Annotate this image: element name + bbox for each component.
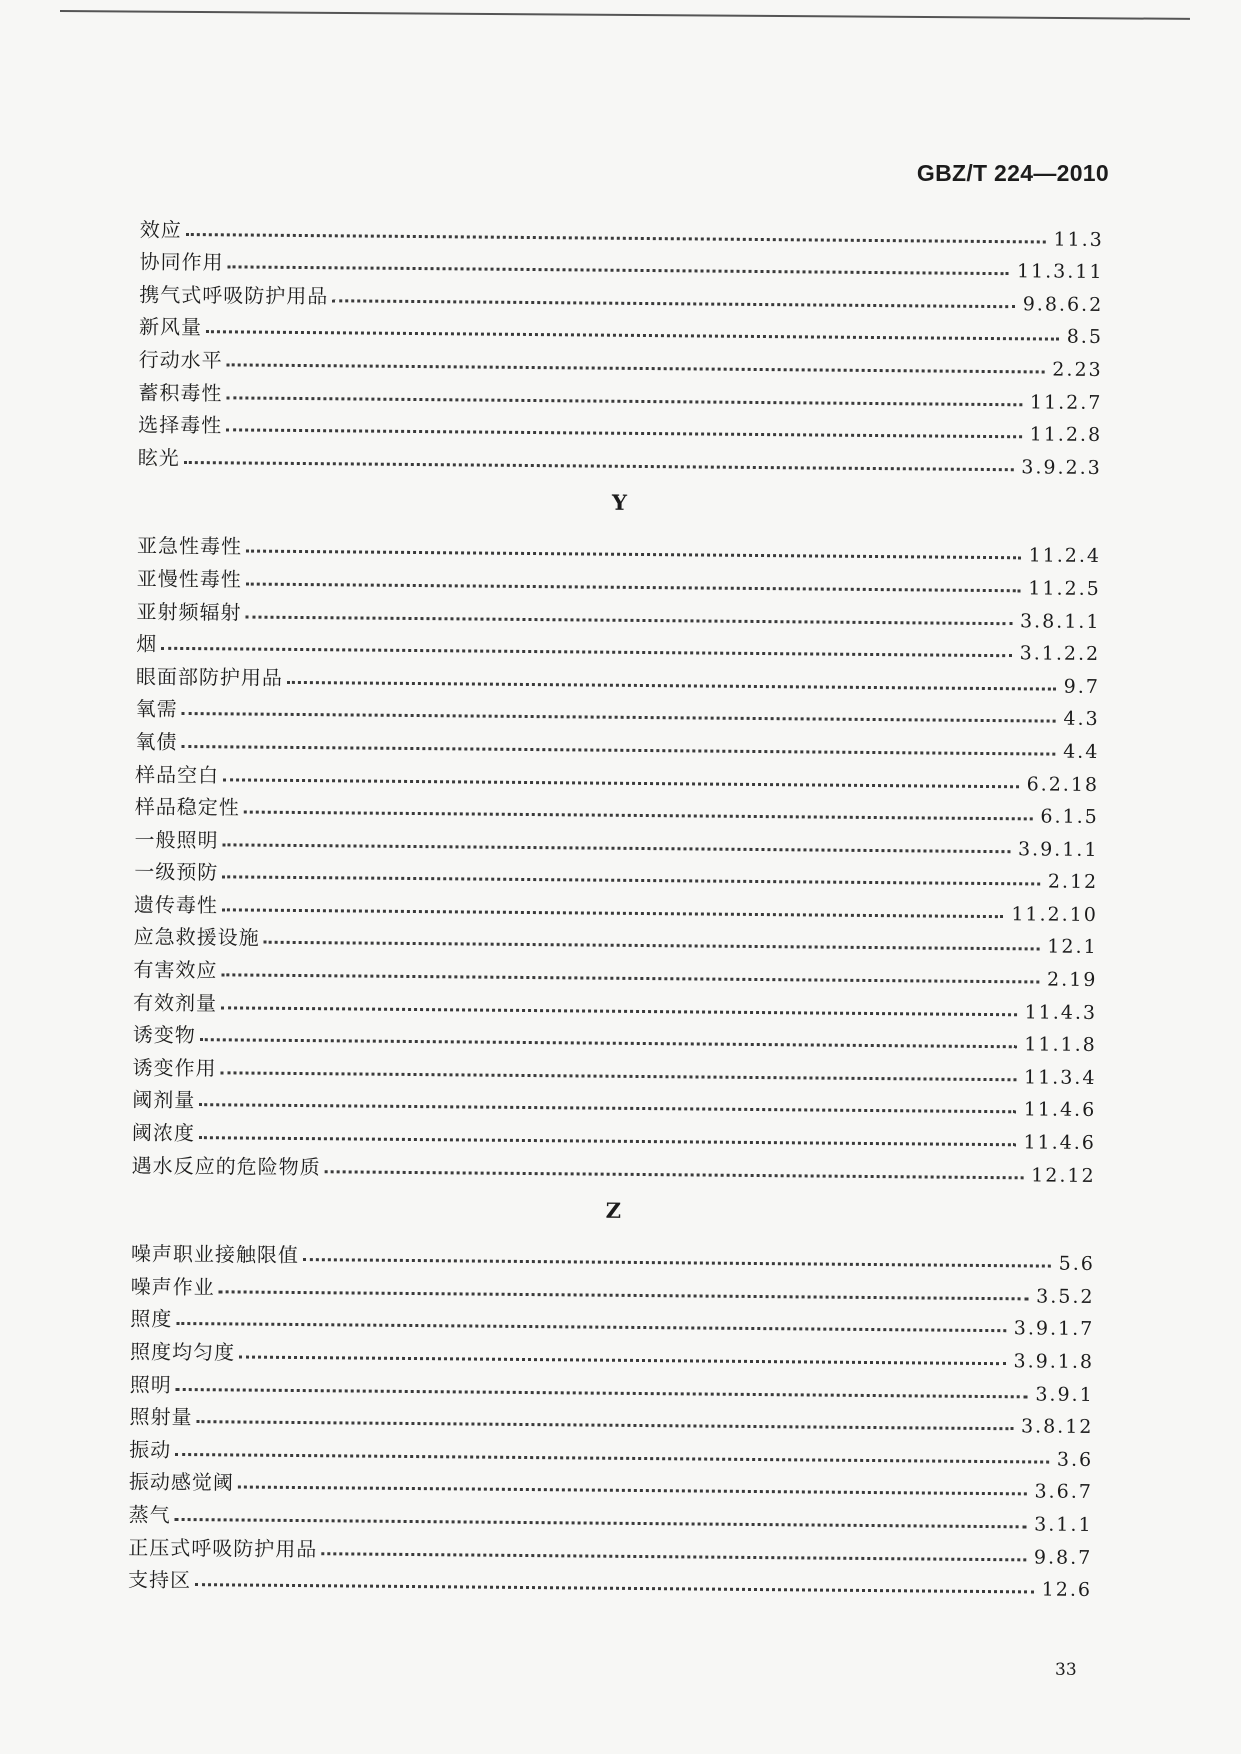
dot-leader (321, 1552, 1026, 1561)
index-term: 样品稳定性 (134, 794, 240, 820)
index-term: 一级预防 (134, 859, 219, 885)
index-term: 支持区 (127, 1567, 192, 1593)
dot-leader (222, 908, 1003, 918)
index-term: 新风量 (138, 314, 203, 340)
clause-reference: 6.2.18 (1026, 772, 1100, 796)
index-term: 亚急性毒性 (136, 533, 243, 559)
clause-reference: 11.4.6 (1023, 1131, 1097, 1154)
index-term: 样品空白 (135, 762, 220, 787)
index-term: 亚慢性毒性 (136, 566, 242, 592)
clause-reference: 3.5.2 (1036, 1285, 1095, 1308)
dot-leader (223, 778, 1019, 788)
index-term: 照明 (129, 1372, 172, 1397)
index-term: 烟 (136, 631, 158, 656)
index-term: 遗传毒性 (133, 892, 219, 918)
dot-leader (222, 876, 1040, 886)
dot-leader (221, 1006, 1017, 1016)
clause-reference: 12.6 (1041, 1578, 1093, 1602)
dot-leader (245, 615, 1012, 625)
dot-leader (264, 941, 1040, 951)
dot-leader (176, 1322, 1006, 1332)
clause-reference: 11.3 (1053, 228, 1104, 251)
dot-leader (303, 1258, 1051, 1268)
index-term: 遇水反应的危险物质 (131, 1153, 321, 1179)
dot-leader (238, 1486, 1027, 1496)
dot-leader (200, 1038, 1017, 1048)
clause-reference: 5.6 (1058, 1252, 1095, 1276)
dot-leader (228, 266, 1009, 276)
index-term: 眩光 (137, 445, 180, 470)
index-term: 携气式呼吸防护用品 (139, 282, 329, 309)
clause-reference: 11.4.3 (1024, 1000, 1098, 1024)
index-term: 振动 (129, 1437, 172, 1462)
clause-reference: 11.2.5 (1028, 577, 1101, 600)
clause-reference: 9.7 (1063, 675, 1101, 698)
clause-reference: 11.4.6 (1023, 1098, 1097, 1122)
dot-leader (221, 973, 1039, 983)
clause-reference: 3.6.7 (1034, 1480, 1093, 1504)
dot-leader (206, 331, 1059, 341)
page-number: 33 (1055, 1660, 1077, 1680)
index-term: 正压式呼吸防护用品 (128, 1535, 318, 1561)
dot-leader (184, 461, 1014, 471)
dot-leader (181, 745, 1055, 756)
clause-reference: 11.2.10 (1011, 903, 1099, 926)
clause-reference: 12.12 (1031, 1164, 1096, 1187)
index-term: 噪声作业 (130, 1274, 215, 1300)
index-term: 诱变作用 (132, 1055, 217, 1081)
index-term: 氧债 (135, 729, 178, 754)
section-letter-z: Z (605, 1197, 622, 1223)
index-term: 应急救援设施 (133, 925, 260, 951)
index-term: 照射量 (129, 1404, 193, 1430)
clause-reference: 9.8.6.2 (1022, 293, 1104, 316)
clause-reference: 3.6 (1056, 1448, 1094, 1471)
index-term: 有害效应 (133, 957, 218, 983)
document-code: GBZ/T 224—2010 (916, 160, 1109, 186)
clause-reference: 8.5 (1066, 326, 1104, 349)
clause-reference: 11.2.8 (1029, 423, 1103, 447)
index-term: 选择毒性 (138, 412, 223, 438)
clause-reference: 2.19 (1046, 968, 1098, 992)
clause-reference: 4.3 (1063, 707, 1100, 731)
dot-leader (325, 1170, 1024, 1179)
dot-leader (175, 1518, 1027, 1528)
dot-leader (222, 843, 1010, 853)
index-term: 有效剂量 (133, 990, 218, 1015)
index-term: 效应 (139, 217, 182, 242)
clause-reference: 3.8.12 (1020, 1415, 1094, 1439)
clause-reference: 4.4 (1063, 740, 1100, 763)
index-term: 蓄积毒性 (138, 380, 223, 405)
index-term: 眼面部防护用品 (135, 664, 284, 690)
clause-reference: 3.9.2.3 (1021, 456, 1102, 479)
index-term: 照度均匀度 (129, 1339, 236, 1365)
clause-reference: 12.1 (1047, 936, 1098, 959)
clause-reference: 2.12 (1047, 870, 1099, 894)
index-term: 诱变物 (132, 1022, 196, 1048)
clause-reference: 11.3.11 (1016, 260, 1104, 284)
index-term: 一般照明 (134, 827, 219, 852)
dot-leader (196, 1420, 1013, 1430)
dot-leader (195, 1583, 1034, 1593)
index-body (128, 210, 1104, 1602)
dot-leader (220, 1071, 1016, 1081)
clause-reference: 9.8.7 (1033, 1546, 1093, 1569)
clause-reference: 3.9.1 (1035, 1383, 1094, 1406)
clause-reference: 11.2.4 (1028, 544, 1102, 568)
clause-reference: 3.9.1.1 (1017, 837, 1099, 861)
dot-leader (287, 681, 1056, 691)
dot-leader (182, 712, 1056, 723)
dot-leader (239, 1355, 1006, 1365)
index-term: 协同作用 (139, 249, 224, 275)
clause-reference: 3.8.1.1 (1019, 609, 1101, 633)
clause-reference: 3.9.1.8 (1013, 1350, 1095, 1373)
section-letter-y: Y (611, 489, 628, 515)
clause-reference: 11.3.4 (1023, 1066, 1097, 1089)
dot-leader (186, 233, 1046, 244)
dot-leader (199, 1104, 1016, 1114)
dot-leader (219, 1290, 1029, 1300)
clause-reference: 6.1.5 (1040, 805, 1099, 829)
index-term: 行动水平 (138, 347, 223, 373)
clause-reference: 3.1.1 (1034, 1513, 1093, 1536)
dot-leader (226, 429, 1022, 439)
dot-leader (176, 1388, 1028, 1398)
dot-leader (175, 1453, 1049, 1464)
clause-reference: 11.1.8 (1024, 1033, 1097, 1057)
index-term: 氧需 (135, 696, 178, 722)
dot-leader (246, 582, 1021, 592)
index-term: 蒸气 (128, 1502, 171, 1527)
dot-leader (161, 647, 1012, 657)
dot-leader (199, 1136, 1016, 1146)
index-term: 振动感觉阈 (128, 1469, 235, 1495)
dot-leader (227, 363, 1045, 373)
index-term: 亚射频辐射 (136, 599, 242, 625)
clause-reference: 3.9.1.7 (1013, 1317, 1095, 1341)
clause-reference: 11.2.7 (1029, 390, 1103, 414)
top-edge-rule (60, 10, 1190, 20)
dot-leader (332, 299, 1015, 308)
index-term: 阈剂量 (132, 1087, 196, 1113)
dot-leader (244, 811, 1033, 821)
index-term: 阈浓度 (131, 1120, 196, 1146)
clause-reference: 3.1.2.2 (1019, 642, 1101, 666)
index-term: 噪声职业接触限值 (130, 1241, 300, 1268)
dot-leader (246, 550, 1021, 560)
clause-reference: 2.23 (1052, 358, 1103, 381)
dot-leader (226, 396, 1022, 406)
index-term: 照度 (130, 1306, 173, 1332)
